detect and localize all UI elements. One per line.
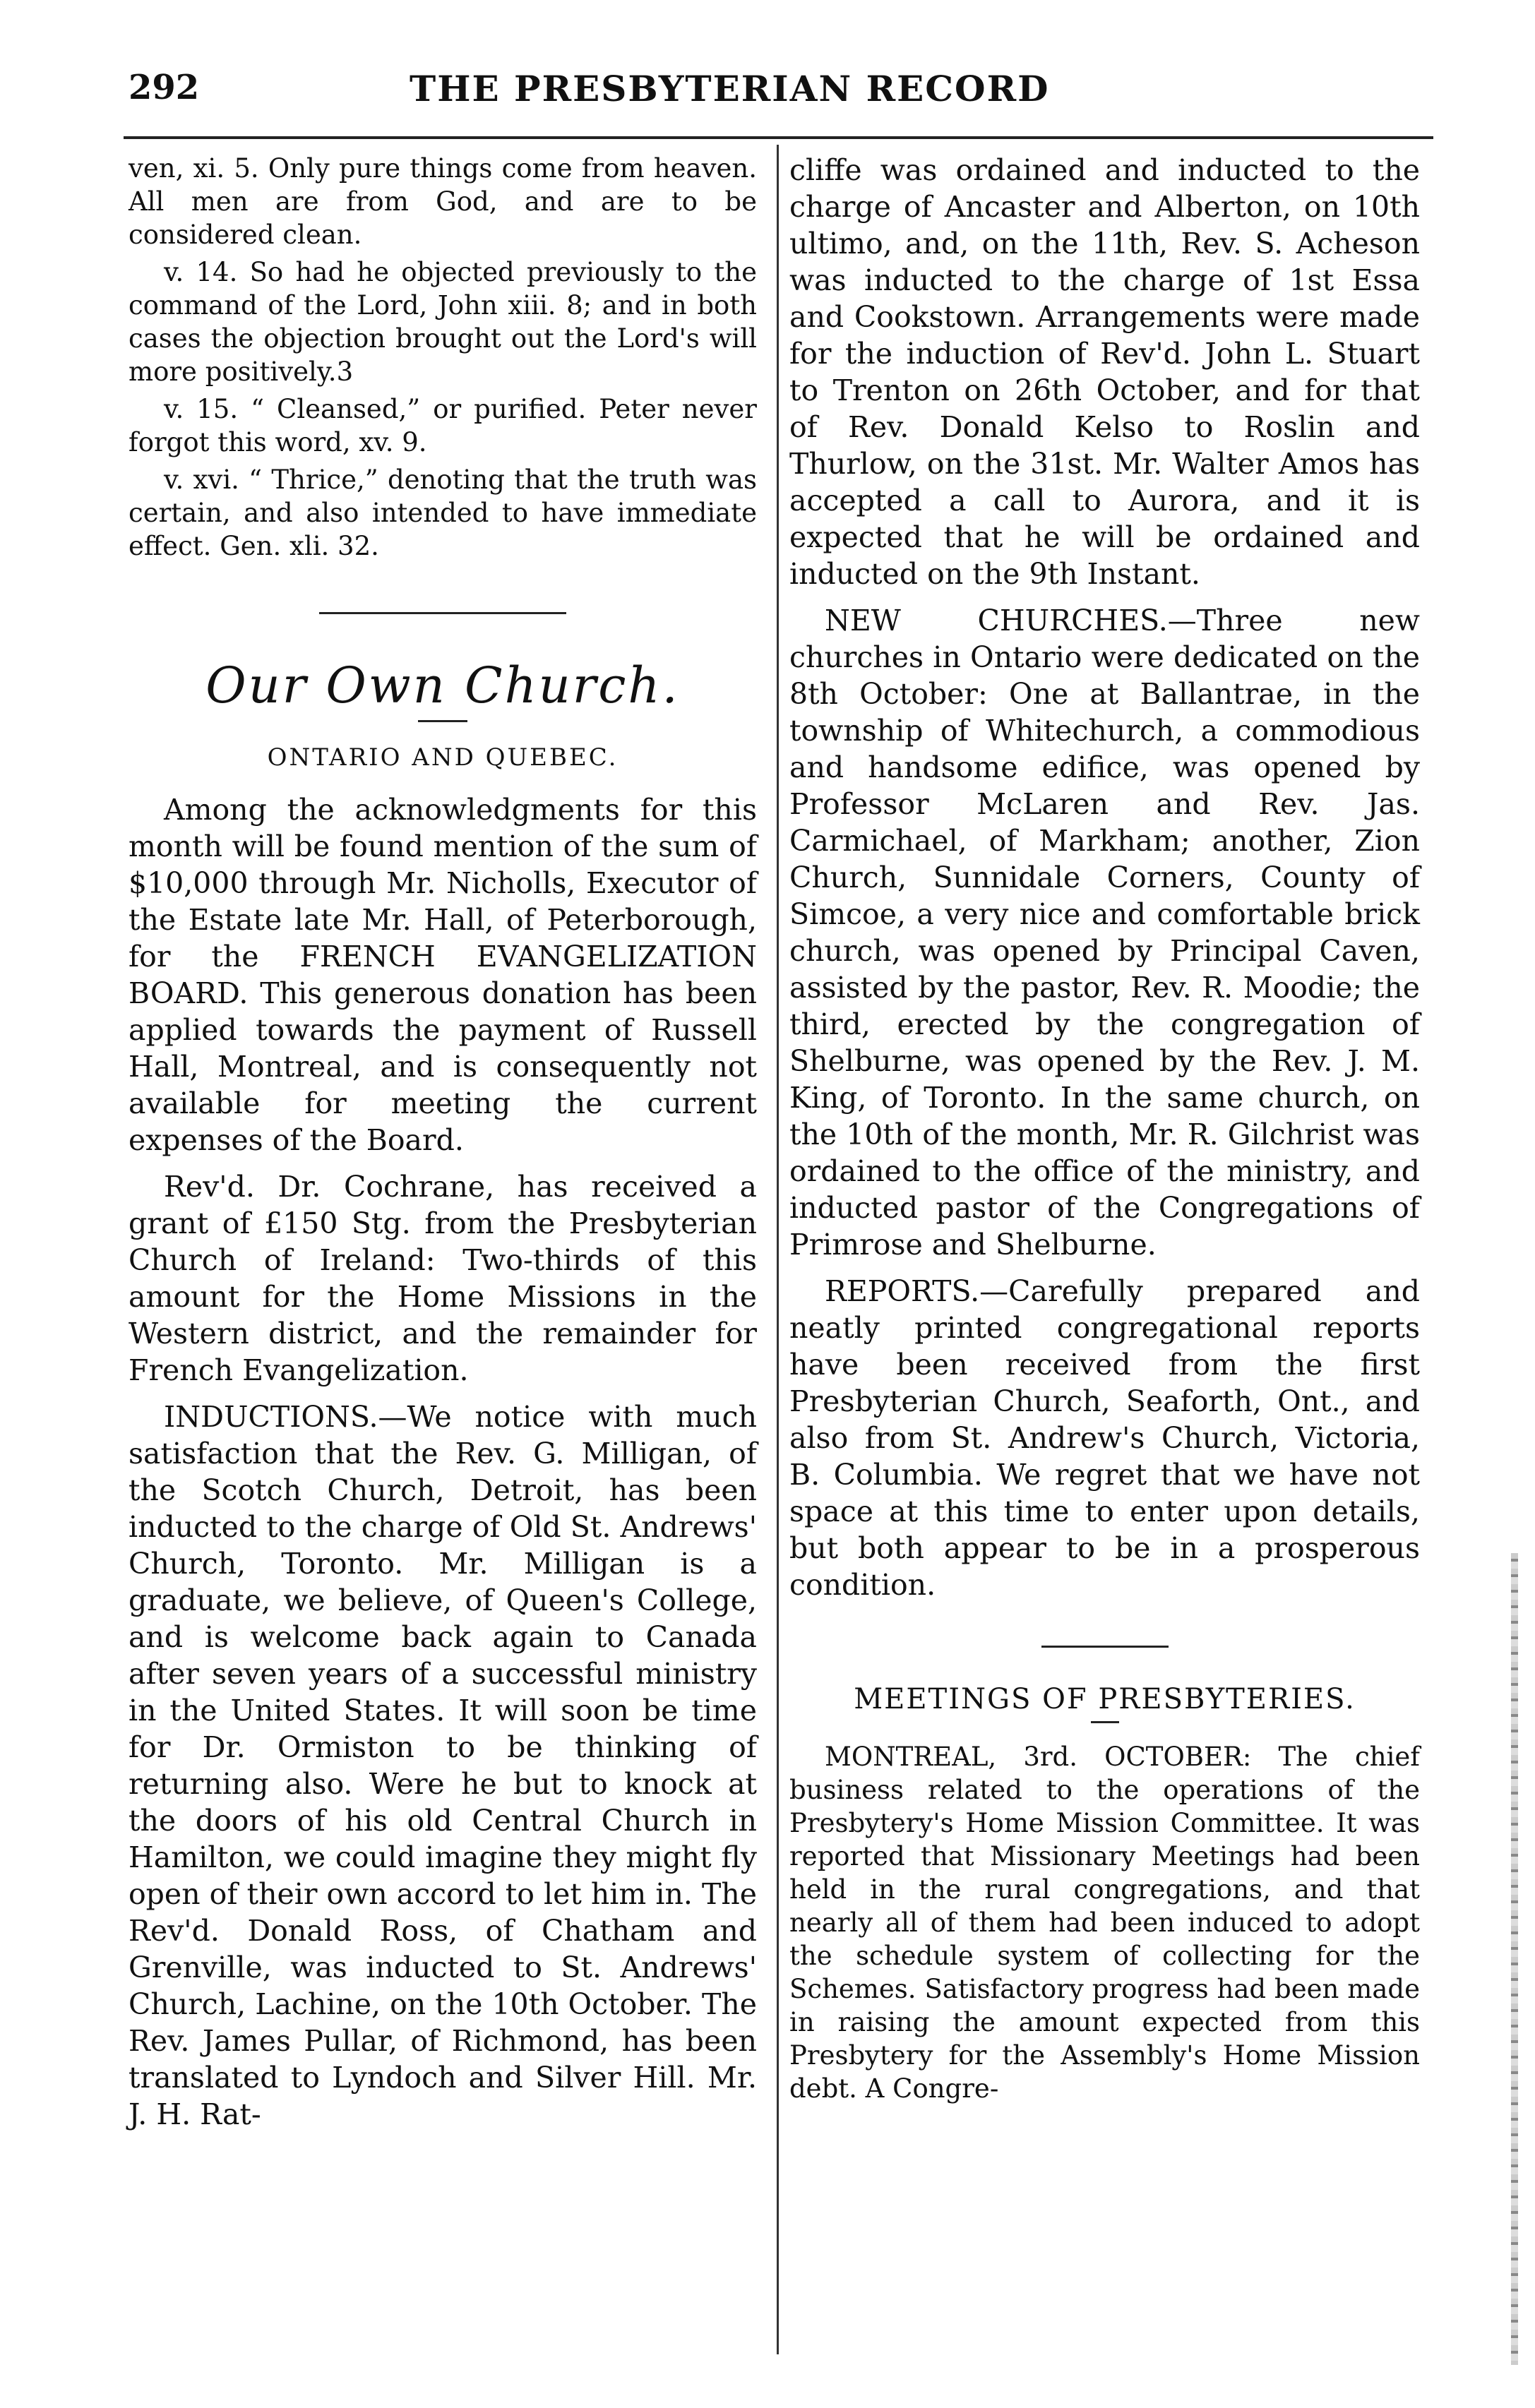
section-divider: [1041, 1646, 1169, 1648]
note-paragraph: v. xvi. “ Thrice,” denoting that the truth was certain, and also intended to have immediate effect. Gen. xli. 32.: [129, 465, 757, 561]
page-number: 292: [129, 68, 200, 107]
section-divider: [319, 612, 566, 614]
article-paragraph: cliffe was ordained and inducted to the charge of Ancaster and Alberton, on 10th ultimo, and, on the 11th, Rev. S. Acheson was inducted to the charge of 1st Essa and Cookstown. Arrangements were made for the induction of Rev'd. John L. Stuart to Trenton on 26th October, and for that of Rev. Donald Kelso to Roslin and Thurlow, on the 31st. Mr. Walter Amos has accepted a call to Aurora, and it is expected that he will be ordained and inducted on the 9th Instant.: [789, 153, 1420, 591]
note-paragraph: v. 15. “ Cleansed,” or purified. Peter never forgot this word, xv. 9.: [129, 394, 757, 457]
section-subtitle: ONTARIO AND QUEBEC.: [267, 743, 619, 772]
note-paragraph: ven, xi. 5. Only pure things come from heaven. All men are from God, and are to be considered clean.: [129, 153, 757, 250]
article-paragraph: Among the acknowledgments for this month will be found mention of the sum of $10,000 through Mr. Nicholls, Executor of the Estate late Mr. Hall, of Peterborough, for the FRENCH EVANGELIZATION BOARD. This generous donation has been applied towards the payment of Russell Hall, Montreal, and is consequently not available for meeting the current expenses of the Board.: [129, 793, 757, 1157]
scan-edge-artifact: [1511, 1553, 1518, 2365]
note-paragraph: v. 14. So had he objected previously to the command of the Lord, John xiii. 8; and in both cases the objection brought out the Lord's will more positively.3: [129, 257, 757, 387]
section-title: Our Own Church.: [205, 657, 680, 714]
running-title: THE PRESBYTERIAN RECORD: [410, 68, 1050, 109]
article-paragraph: NEW CHURCHES.—Three new churches in Ontario were dedicated on the 8th October: One at Ballantrae, in the township of Whitechurch, a commodious and handsome edifice, was opened by Professor McLaren and Rev. Jas. Carmichael, of Markham; another, Zion Church, Sunnidale Corners, County of Simcoe, a very nice and comfortable brick church, was opened by Principal Caven, assisted by the pastor, Rev. R. Moodie; the third, erected by the congregation of Shelburne, was opened by the Rev. J. M. King, of Toronto. In the same church, on the 10th of the month, Mr. R. Gilchrist was ordained to the office of the ministry, and inducted pastor of the Congregations of Primrose and Shelburne.: [789, 604, 1420, 1262]
meeting-paragraph: MONTREAL, 3rd. OCTOBER: The chief business related to the operations of the Presbytery's Home Mission Committee. It was reported that Missionary Meetings had been held in the rural congregations, and that nearly all of them had been induced to adopt the schedule system of collecting for the Schemes. Satisfactory progress had been made in raising the amount expected from this Presbytery for the Assembly's Home Mission debt. A Congre-: [789, 1742, 1420, 2104]
header-rule: [124, 136, 1433, 139]
article-paragraph: INDUCTIONS.—We notice with much satisfaction that the Rev. G. Milligan, of the Scotch Church, Detroit, has been inducted to the charge of Old St. Andrews' Church, Toronto. Mr. Milligan is a graduate, we believe, of Queen's College, and is welcome back again to Canada after seven years of a successful ministry in the United States. It will soon be time for Dr. Ormiston to be thinking of returning also. Were he but to knock at the doors of his old Central Church in Hamilton, we could imagine they might fly open of their own accord to let him in. The Rev'd. Donald Ross, of Chatham and Grenville, was inducted to St. Andrews' Church, Lachine, on the 10th October. The Rev. James Pullar, of Richmond, has been translated to Lyndoch and Silver Hill. Mr. J. H. Rat-: [129, 1400, 757, 2131]
title-rule: [418, 720, 467, 722]
subsection-title: MEETINGS OF PRESBYTERIES.: [854, 1683, 1356, 1715]
left-column: [129, 152, 757, 2133]
right-column: [789, 152, 1420, 2105]
title-rule: [1091, 1721, 1119, 1723]
article-paragraph: Rev'd. Dr. Cochrane, has received a grant of £150 Stg. from the Presbyterian Church of Ireland: Two-thirds of this amount for the Home Missions in the Western district, and the remainder for French Evangelization.: [129, 1170, 757, 1387]
article-paragraph: REPORTS.—Carefully prepared and neatly printed congregational reports have been received from the first Presbyterian Church, Seaforth, Ont., and also from St. Andrew's Church, Victoria, B. Columbia. We regret that we have not space at this time to enter upon details, but both appear to be in a prosperous condition.: [789, 1274, 1420, 1602]
column-divider: [777, 145, 779, 2354]
